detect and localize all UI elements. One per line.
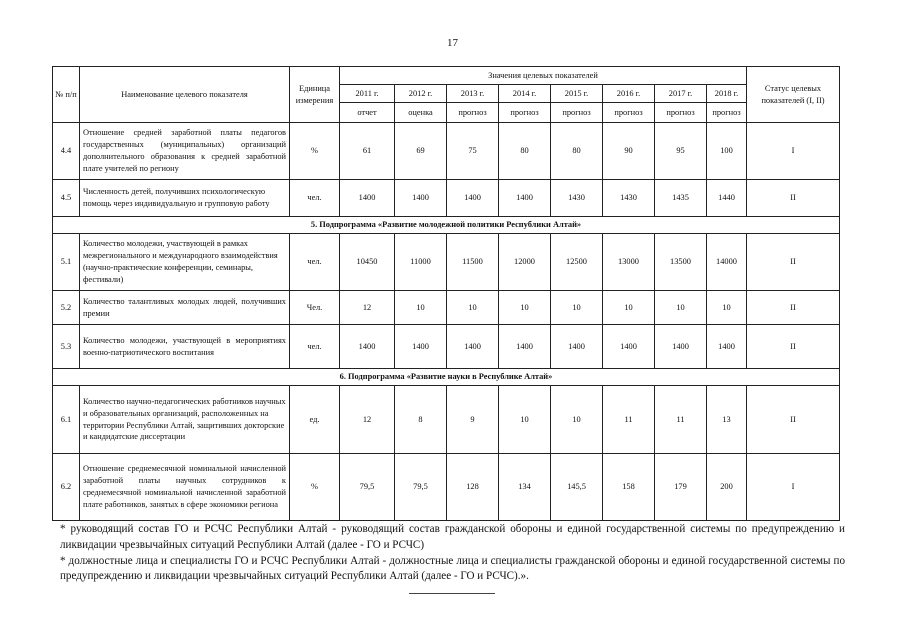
header-value-type: прогноз bbox=[447, 103, 499, 123]
value-cell: 1400 bbox=[395, 180, 447, 217]
table-row bbox=[53, 325, 840, 369]
value-cell: 10 bbox=[603, 291, 655, 325]
value-cell: 12 bbox=[340, 291, 395, 325]
value-cell: 1430 bbox=[603, 180, 655, 217]
indicator-name: Количество молодежи, участвующей в мероприятиях военно-патриотического воспитания bbox=[80, 325, 290, 369]
header-status: Статус целевых показателей (I, II) bbox=[747, 67, 840, 123]
value-cell: 10 bbox=[551, 291, 603, 325]
value-cell: 1400 bbox=[499, 180, 551, 217]
value-cell: 1400 bbox=[655, 325, 707, 369]
section-title: 5. Подпрограмма «Развитие молодежной политики Республики Алтай» bbox=[53, 217, 840, 234]
row-number: 4.5 bbox=[53, 180, 80, 217]
row-number: 6.2 bbox=[53, 454, 80, 521]
header-year: 2016 г. bbox=[603, 85, 655, 103]
table-row bbox=[53, 123, 840, 180]
value-cell: 1400 bbox=[447, 325, 499, 369]
value-cell: 179 bbox=[655, 454, 707, 521]
row-number: 6.1 bbox=[53, 386, 80, 454]
header-year: 2014 г. bbox=[499, 85, 551, 103]
table-row bbox=[53, 180, 840, 217]
status-cell: II bbox=[747, 386, 840, 454]
value-cell: 1435 bbox=[655, 180, 707, 217]
value-cell: 145,5 bbox=[551, 454, 603, 521]
unit-cell: % bbox=[290, 454, 340, 521]
section-row bbox=[53, 369, 840, 386]
value-cell: 80 bbox=[499, 123, 551, 180]
header-year: 2017 г. bbox=[655, 85, 707, 103]
header-year: 2018 г. bbox=[707, 85, 747, 103]
indicator-name: Количество молодежи, участвующей в рамках межрегионального и международного взаимодействия (научно-практические конференции, семинары, фестивали) bbox=[80, 234, 290, 291]
value-cell: 13000 bbox=[603, 234, 655, 291]
unit-cell: Чел. bbox=[290, 291, 340, 325]
value-cell: 10450 bbox=[340, 234, 395, 291]
status-cell: II bbox=[747, 325, 840, 369]
value-cell: 1400 bbox=[340, 180, 395, 217]
value-cell: 90 bbox=[603, 123, 655, 180]
value-cell: 1400 bbox=[551, 325, 603, 369]
value-cell: 10 bbox=[551, 386, 603, 454]
status-cell: I bbox=[747, 123, 840, 180]
header-value-type: оценка bbox=[395, 103, 447, 123]
value-cell: 95 bbox=[655, 123, 707, 180]
row-number: 5.3 bbox=[53, 325, 80, 369]
page-number: 17 bbox=[447, 37, 458, 49]
header-value-type: прогноз bbox=[603, 103, 655, 123]
status-cell: I bbox=[747, 454, 840, 521]
value-cell: 158 bbox=[603, 454, 655, 521]
value-cell: 10 bbox=[707, 291, 747, 325]
value-cell: 13 bbox=[707, 386, 747, 454]
header-value-type: прогноз bbox=[707, 103, 747, 123]
value-cell: 8 bbox=[395, 386, 447, 454]
header-year: 2012 г. bbox=[395, 85, 447, 103]
unit-cell: ед. bbox=[290, 386, 340, 454]
value-cell: 14000 bbox=[707, 234, 747, 291]
value-cell: 1400 bbox=[395, 325, 447, 369]
status-cell: II bbox=[747, 180, 840, 217]
header-value-type: прогноз bbox=[655, 103, 707, 123]
value-cell: 10 bbox=[447, 291, 499, 325]
row-number: 5.1 bbox=[53, 234, 80, 291]
value-cell: 61 bbox=[340, 123, 395, 180]
value-cell: 10 bbox=[655, 291, 707, 325]
status-cell: II bbox=[747, 234, 840, 291]
value-cell: 1400 bbox=[340, 325, 395, 369]
value-cell: 1440 bbox=[707, 180, 747, 217]
value-cell: 10 bbox=[499, 386, 551, 454]
footnote-2: * должностные лица и специалисты ГО и РСЧС Республики Алтай - должностные лица и специалисты гражданской обороны и единой государственной системы по предупреждению и ликвидации чрезвычайных ситуаций Республики Алтай (далее - ГО и РСЧС).». bbox=[60, 554, 845, 583]
value-cell: 1400 bbox=[707, 325, 747, 369]
table-row bbox=[53, 291, 840, 325]
unit-cell: % bbox=[290, 123, 340, 180]
value-cell: 79,5 bbox=[340, 454, 395, 521]
value-cell: 1400 bbox=[447, 180, 499, 217]
header-name: Наименование целевого показателя bbox=[80, 67, 290, 123]
value-cell: 75 bbox=[447, 123, 499, 180]
value-cell: 12000 bbox=[499, 234, 551, 291]
end-separator-line bbox=[409, 593, 495, 594]
indicator-name: Количество талантливых молодых людей, получивших премии bbox=[80, 291, 290, 325]
value-cell: 1400 bbox=[603, 325, 655, 369]
value-cell: 11 bbox=[603, 386, 655, 454]
value-cell: 12500 bbox=[551, 234, 603, 291]
table-row bbox=[53, 386, 840, 454]
value-cell: 1400 bbox=[499, 325, 551, 369]
unit-cell: чел. bbox=[290, 325, 340, 369]
value-cell: 128 bbox=[447, 454, 499, 521]
unit-cell: чел. bbox=[290, 234, 340, 291]
value-cell: 80 bbox=[551, 123, 603, 180]
value-cell: 69 bbox=[395, 123, 447, 180]
header-value-type: отчет bbox=[340, 103, 395, 123]
value-cell: 200 bbox=[707, 454, 747, 521]
value-cell: 10 bbox=[395, 291, 447, 325]
row-number: 5.2 bbox=[53, 291, 80, 325]
value-cell: 1430 bbox=[551, 180, 603, 217]
table-row bbox=[53, 454, 840, 521]
indicator-name: Количество научно-педагогических работников научных и образовательных организаций, расположенных на территории Республики Алтай, защитивших докторские и кандидатские диссертации bbox=[80, 386, 290, 454]
table-row bbox=[53, 234, 840, 291]
value-cell: 134 bbox=[499, 454, 551, 521]
value-cell: 10 bbox=[499, 291, 551, 325]
value-cell: 13500 bbox=[655, 234, 707, 291]
footnotes bbox=[60, 522, 845, 585]
value-cell: 12 bbox=[340, 386, 395, 454]
header-values-group: Значения целевых показателей bbox=[340, 67, 747, 85]
value-cell: 11500 bbox=[447, 234, 499, 291]
header-year: 2011 г. bbox=[340, 85, 395, 103]
value-cell: 79,5 bbox=[395, 454, 447, 521]
value-cell: 11000 bbox=[395, 234, 447, 291]
target-indicators-table bbox=[52, 66, 840, 521]
status-cell: II bbox=[747, 291, 840, 325]
value-cell: 100 bbox=[707, 123, 747, 180]
indicator-name: Отношение среднемесячной номинальной начисленной заработной платы научных сотрудников к среднемесячной номинальной начисленной заработной плате работников, занятых в сфере экономики региона bbox=[80, 454, 290, 521]
header-unit: Единица измерения bbox=[290, 67, 340, 123]
header-year: 2015 г. bbox=[551, 85, 603, 103]
unit-cell: чел. bbox=[290, 180, 340, 217]
footnote-1: * руководящий состав ГО и РСЧС Республики Алтай - руководящий состав гражданской обороны и единой государственной системы по предупреждению и ликвидации чрезвычайных ситуаций Республики Алтай (далее - ГО и РСЧС) bbox=[60, 523, 845, 551]
indicator-name: Отношение средней заработной платы педагогов государственных (муниципальных) организаций дополнительного образования к средней заработной плате учителей по региону bbox=[80, 123, 290, 180]
header-year: 2013 г. bbox=[447, 85, 499, 103]
value-cell: 9 bbox=[447, 386, 499, 454]
value-cell: 11 bbox=[655, 386, 707, 454]
header-num: № п/п bbox=[53, 67, 80, 123]
header-value-type: прогноз bbox=[551, 103, 603, 123]
section-row bbox=[53, 217, 840, 234]
section-title: 6. Подпрограмма «Развитие науки в Республике Алтай» bbox=[53, 369, 840, 386]
indicator-name: Численность детей, получивших психологическую помощь через индивидуальную и групповую работу bbox=[80, 180, 290, 217]
header-value-type: прогноз bbox=[499, 103, 551, 123]
row-number: 4.4 bbox=[53, 123, 80, 180]
